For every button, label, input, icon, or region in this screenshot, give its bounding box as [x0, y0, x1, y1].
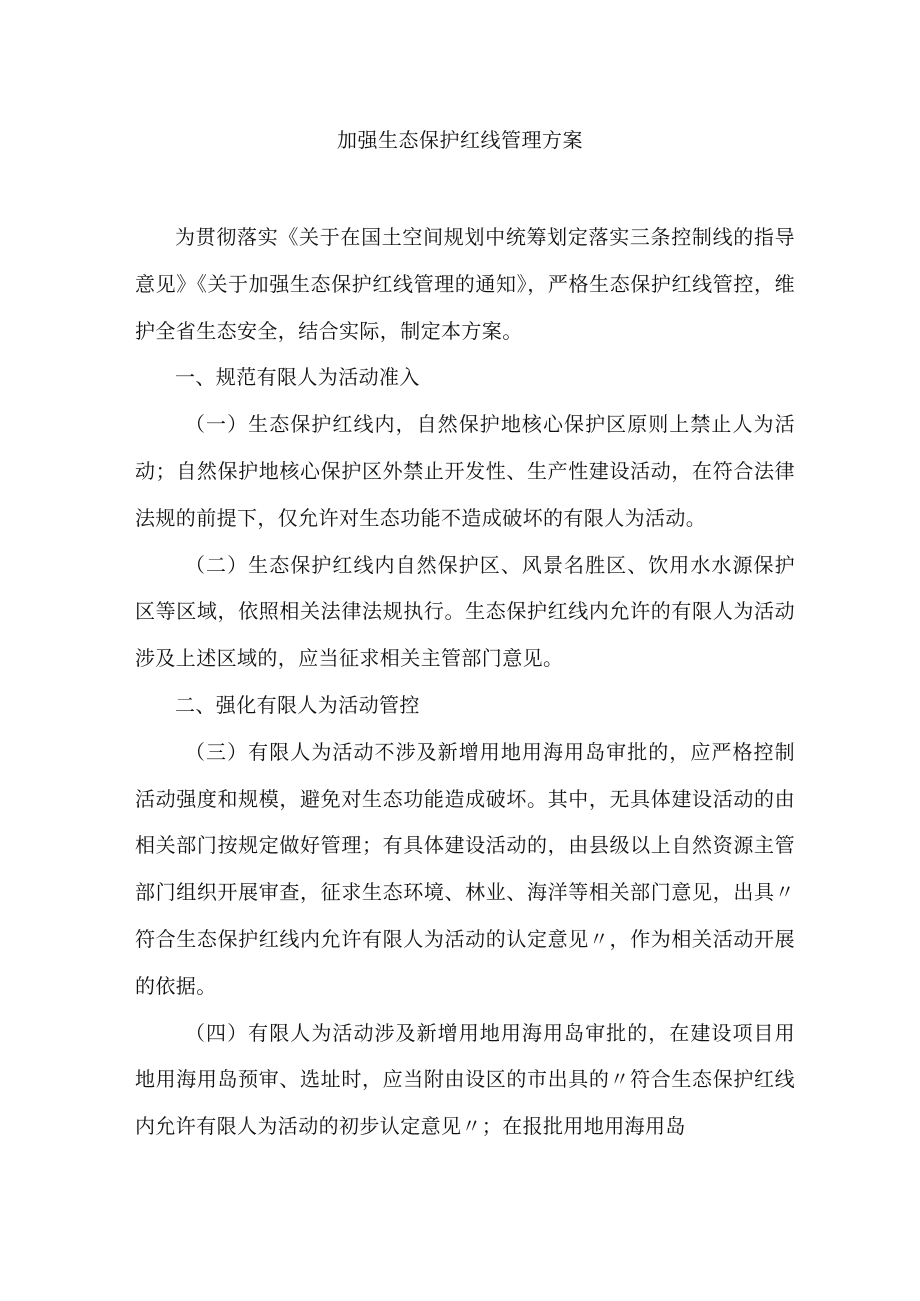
document-title: 加强生态保护红线管理方案 — [337, 128, 583, 152]
section-heading-2: 二、强化有限人为活动管控 — [175, 692, 420, 717]
paragraph-item-2: （二）生态保护红线内自然保护区、风景名胜区、饮用水水源保护区等区域，依照相关法律法规执行。生态保护红线内允许的有限人为活动涉及上述区域的，应当征求相关主管部门意见。 — [135, 552, 795, 671]
paragraph-item-4: （四）有限人为活动涉及新增用地用海用岛审批的，在建设项目用地用海用岛预审、选址时，应当附由设区的市出具的〃符合生态保护红线内允许有限人为活动的初步认定意见〃；在报批用地用海用岛 — [135, 1020, 795, 1139]
document-body — [135, 214, 795, 1150]
section-heading-1: 一、规范有限人为活动准入 — [175, 365, 420, 390]
paragraph-item-1: （一）生态保护红线内，自然保护地核心保护区原则上禁止人为活动；自然保护地核心保护区外禁止开发性、生产性建设活动，在符合法律法规的前提下，仅允许对生态功能不造成破坏的有限人为活动。 — [135, 412, 795, 530]
paragraph-item-3: （三）有限人为活动不涉及新增用地用海用岛审批的，应严格控制活动强度和规模，避免对生态功能造成破坏。其中，无具体建设活动的由相关部门按规定做好管理；有具体建设活动的，由县级以上自然资源主管部门组织开展审查，征求生态环境、林业、海洋等相关部门意见，出具〃符合生态保护红线内允许有限人为活动的认定意见〃，作为相关活动开展的依据。 — [135, 739, 795, 998]
paragraph-intro: 为贯彻落实《关于在国土空间规划中统筹划定落实三条控制线的指导意见》《关于加强生态保护红线管理的通知》，严格生态保护红线管控，维护全省生态安全，结合实际，制定本方案。 — [135, 225, 795, 343]
